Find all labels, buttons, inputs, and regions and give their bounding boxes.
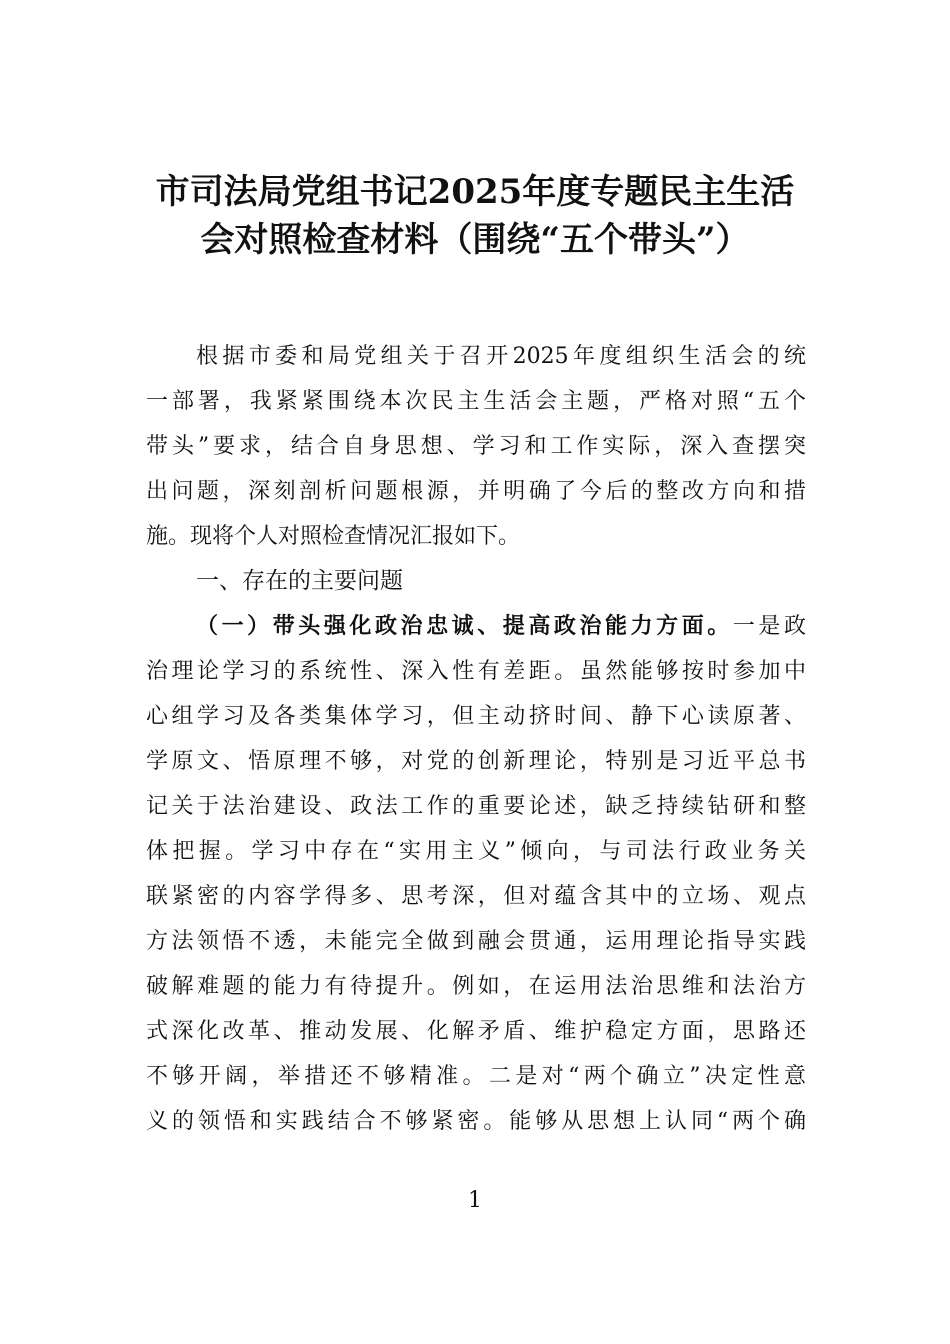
page-number: 1 bbox=[468, 1188, 482, 1213]
body-line: 治理论学习的系统性、深入性有差距。虽然能够按时参加中 bbox=[146, 659, 806, 684]
intro-line: 出问题，深刻剖析问题根源，并明确了今后的整改方向和措 bbox=[146, 479, 806, 504]
body-line: 义的领悟和实践结合不够紧密。能够从思想上认同“两个确 bbox=[146, 1109, 806, 1134]
body-text: 一是政 bbox=[732, 614, 806, 639]
intro-line: 根据市委和局党组关于召开2025年度组织生活会的统 bbox=[196, 344, 806, 369]
body-line: 心组学习及各类集体学习，但主动挤时间、静下心读原著、 bbox=[146, 704, 806, 729]
subsection-heading: （一）带头强化政治忠诚、提高政治能力方面。 bbox=[196, 613, 733, 639]
document-body bbox=[146, 334, 806, 1144]
title-line: 会对照检查材料（围绕“五个带头”） bbox=[200, 220, 750, 260]
subsection-first-line bbox=[146, 604, 806, 649]
body-line: 不够开阔，举措还不够精准。二是对“两个确立”决定性意 bbox=[146, 1064, 806, 1089]
body-line: 学原文、悟原理不够，对党的创新理论，特别是习近平总书 bbox=[146, 749, 806, 774]
intro-line: 施。现将个人对照检查情况汇报如下。 bbox=[146, 524, 521, 549]
intro-line: 一部署，我紧紧围绕本次民主生活会主题，严格对照“五个 bbox=[146, 389, 806, 414]
title-line: 市司法局党组书记2025年度专题民主生活 bbox=[155, 172, 795, 212]
body-line: 联紧密的内容学得多、思考深，但对蕴含其中的立场、观点 bbox=[146, 884, 806, 909]
body-line: 方法领悟不透，未能完全做到融会贯通，运用理论指导实践 bbox=[146, 929, 806, 954]
document-title bbox=[140, 168, 810, 264]
body-line: 记关于法治建设、政法工作的重要论述，缺乏持续钻研和整 bbox=[146, 794, 806, 819]
body-line: 式深化改革、推动发展、化解矛盾、维护稳定方面，思路还 bbox=[146, 1019, 806, 1044]
intro-line: 带头”要求，结合自身思想、学习和工作实际，深入查摆突 bbox=[146, 434, 806, 459]
section-heading: 一、存在的主要问题 bbox=[196, 568, 403, 594]
body-line: 破解难题的能力有待提升。例如，在运用法治思维和法治方 bbox=[146, 974, 806, 999]
body-line: 体把握。学习中存在“实用主义”倾向，与司法行政业务关 bbox=[146, 839, 806, 864]
